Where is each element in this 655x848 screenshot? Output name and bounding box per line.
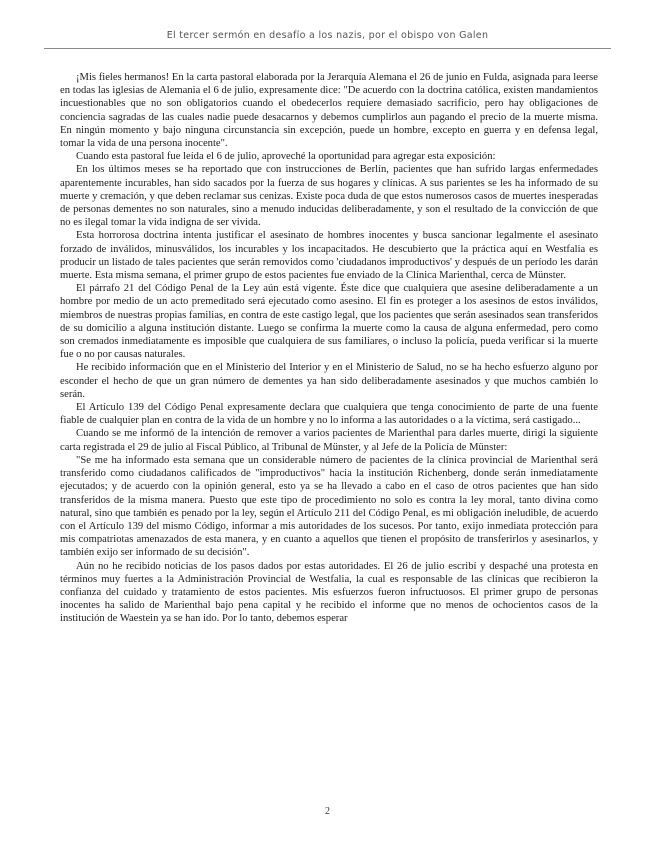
header-divider (44, 48, 611, 49)
paragraph: Aún no he recibido noticias de los pasos dados por estas autoridades. El 26 de julio escribí y despaché una protesta en términos muy fuertes a la Administración Provincial de Westfalia, la cual es responsable de las clínicas que recibieron la confianza del cuidado y tratamiento de estos pacientes. Mis esfuerzos fueron infructuosos. El primer grupo de personas inocentes ha salido de Marienthal bajo pena capital y he recibido el informe que no menos de ochocientos casos de la institución de Waestein ya se han ido. Por lo tanto, debemos esperar (60, 560, 598, 625)
body-text (60, 71, 598, 626)
running-header: El tercer sermón en desafío a los nazis, por el obispo von Galen (166, 30, 489, 41)
paragraph: Esta horrorosa doctrina intenta justificar el asesinato de hombres inocentes y busca sancionar legalmente el asesinato forzado de inválidos, minusválidos, los incurables y los incapacitados. He descubierto que la práctica aquí en Westfalia es producir un listado de tales pacientes que serán removidos como 'ciudadanos improductivos' y después de un período les darán muerte. Esta misma semana, el primer grupo de estos pacientes fue enviado de la Clínica Marienthal, cerca de Münster. (60, 230, 598, 282)
paragraph: El Artículo 139 del Código Penal expresamente declara que cualquiera que tenga conocimiento de parte de una fuente fiable de cualquier plan en contra de la vida de un hombre y no lo informa a las autoridades o a la víctima, será castigado... (60, 402, 598, 427)
quoted-letter-paragraph: "Se me ha informado esta semana que un considerable número de pacientes de la clínica provincial de Marienthal será transferido como ciudadanos calificados de "improductivos" hacia la institución Richenberg, donde serán inmediatamente ejecutados; y de acuerdo con la opinión general, esto ya se ha llevado a cabo en el caso de otros pacientes que han sido transferidos de la misma manera. Puesto que este tipo de procedimiento no solo es contra la ley moral, tanto divina como natural, sino que también es penado por la ley, según el Artículo 211 del Código Penal, es mi obligación ineludible, de acuerdo con el Artículo 139 del mismo Código, informar a mis autoridades de los sucesos. Por tanto, exijo inmediata protección para mis compatriotas amenazados de esta manera, y en cuanto a aquellos que tienen el propósito de transferirlos y asesinarlos, y también exijo ser informado de su decisión". (60, 454, 598, 559)
paragraph: En los últimos meses se ha reportado que con instrucciones de Berlín, pacientes que han sufrido largas enfermedades aparentemente incurables, han sido sacados por la fuerza de sus hogares y clínicas. A sus parientes se les ha informado de su muerte y cremación, y que deben reclamar sus cenizas. Existe poca duda de que estos numerosos casos de muertes inesperadas de personas dementes no son naturales, sino a menudo inducidas deliberadamente, y son el resultado de la convicción de que no es ilegal tomar la vida indigna de ser vivida. (60, 164, 598, 229)
paragraph: El párrafo 21 del Código Penal de la Ley aún está vigente. Éste dice que cualquiera que asesine deliberadamente a un hombre por medio de un acto premeditado será ejecutado como asesino. El fin es proteger a los asesinos de estos inválidos, miembros de nuestras propias familias, en contra de este castigo legal, que los pacientes que serán asesinados sean transferidos de su domicilio a alguna institución distante. Luego se confirma la muerte como la causa de alguna enfermedad, pero como son cremados inmediatamente es imposible que cualquiera de sus familiares, o incluso la policía, pueda verificar si la muerte fue o no por causas naturales. (60, 283, 598, 361)
paragraph: ¡Mis fieles hermanos! En la carta pastoral elaborada por la Jerarquía Alemana el 26 de junio en Fulda, asignada para leerse en todas las iglesias de Alemania el 6 de julio, expresamente dice: "De acuerdo con la doctrina católica, existen mandamientos incuestionables que no son obligatorios cuando el obedecerlos requiere demasiado sacrificio, pero hay obligaciones de conciencia sagradas de las cuales nadie puede desacarnos y debemos cumplirlos aun pagando el precio de la muerte misma. En ningún momento y bajo ninguna circunstancia sin excepción, puede un hombre, excepto en guerra y en defensa legal, tomar la vida de una persona inocente". (60, 72, 598, 150)
page-number: 2 (325, 806, 330, 817)
paragraph: He recibido información que en el Ministerio del Interior y en el Ministerio de Salud, no se ha hecho esfuerzo alguno por esconder el hecho de que un gran número de dementes ya han sido deliberadamente asesinados y que muchos cambién lo serán. (60, 362, 598, 400)
paragraph: Cuando se me informó de la intención de remover a varios pacientes de Marienthal para darles muerte, dirigí la siguiente carta registrada el 29 de julio al Fiscal Público, al Tribunal de Münster, y al Jefe de la Policía de Münster: (60, 428, 598, 453)
paragraph: Cuando esta pastoral fue leída el 6 de julio, aproveché la oportunidad para agregar esta exposición: (76, 151, 496, 163)
